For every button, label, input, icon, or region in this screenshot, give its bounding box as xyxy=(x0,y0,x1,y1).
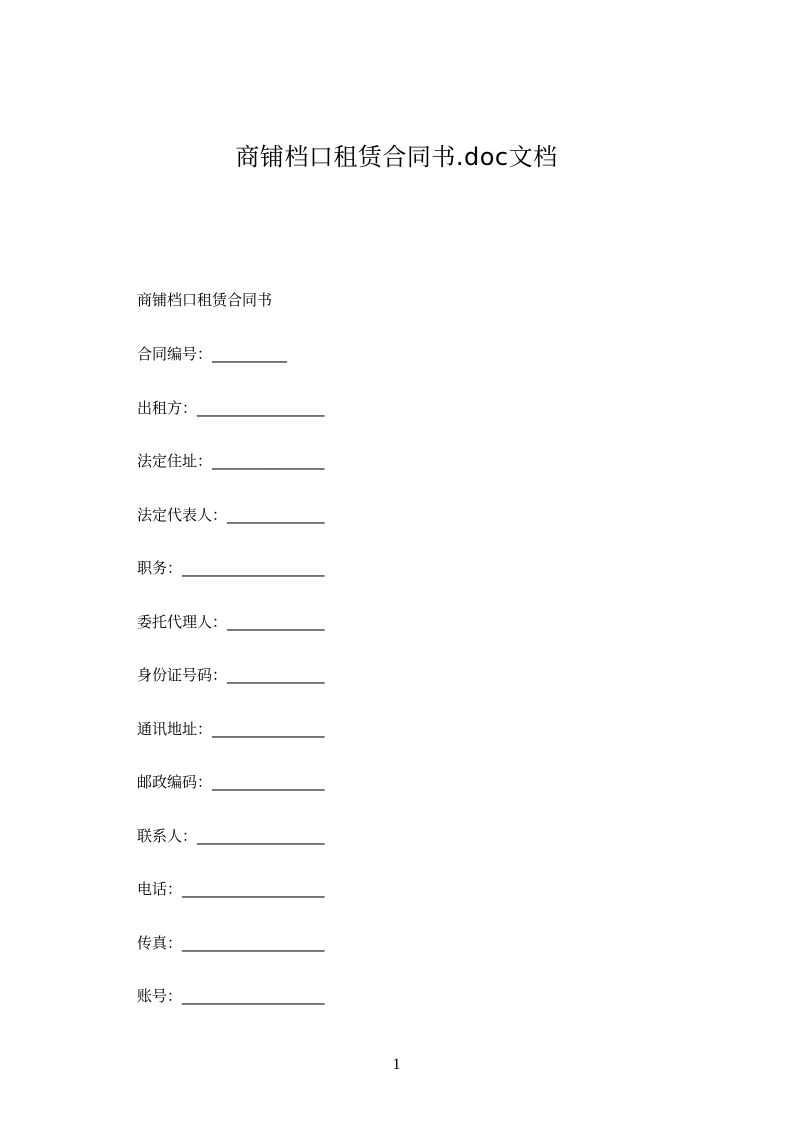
field-blank: _______________ xyxy=(212,452,325,470)
field-label: 合同编号： xyxy=(137,345,213,363)
field-authorized-agent xyxy=(137,610,437,664)
field-legal-address xyxy=(137,449,437,503)
field-label: 通讯地址： xyxy=(137,719,213,738)
field-legal-representative xyxy=(137,503,437,557)
field-blank: _______________ xyxy=(212,773,325,791)
field-blank: ___________________ xyxy=(182,559,325,577)
field-label: 法定住址： xyxy=(137,452,213,470)
contract-fields xyxy=(137,342,437,1038)
field-fax xyxy=(137,931,437,985)
field-label: 委托代理人： xyxy=(137,612,228,631)
field-blank: ___________________ xyxy=(182,987,325,1005)
field-blank: ___________________ xyxy=(182,880,325,898)
field-blank: _______________ xyxy=(212,719,325,738)
field-position xyxy=(137,556,437,610)
field-postal-code xyxy=(137,770,437,824)
field-blank: _____________ xyxy=(227,505,325,524)
field-label: 出租方： xyxy=(137,398,198,417)
field-blank: _____________ xyxy=(227,612,325,631)
field-mailing-address xyxy=(137,717,437,771)
field-contact-person xyxy=(137,824,437,878)
field-blank: ___________________ xyxy=(182,933,325,952)
field-label: 传真： xyxy=(137,933,183,952)
field-label: 联系人： xyxy=(137,826,198,845)
field-blank: _____________ xyxy=(227,666,325,684)
field-phone xyxy=(137,877,437,931)
field-contract-number xyxy=(137,342,437,396)
field-label: 法定代表人： xyxy=(137,505,228,524)
field-blank: __________ xyxy=(212,345,288,363)
field-blank: _________________ xyxy=(197,826,325,845)
field-blank: _________________ xyxy=(197,398,325,417)
field-label: 身份证号码： xyxy=(137,666,228,684)
page-title: 商铺档口租赁合同书.doc文档 xyxy=(235,143,558,171)
field-account xyxy=(137,984,437,1038)
field-lessor xyxy=(137,396,437,450)
field-label: 电话： xyxy=(137,880,183,898)
field-label: 账号： xyxy=(137,987,183,1005)
field-label: 职务： xyxy=(137,559,183,577)
page-number: 1 xyxy=(392,1056,401,1073)
field-id-number xyxy=(137,663,437,717)
document-heading: 商铺档口租赁合同书 xyxy=(137,291,273,309)
field-label: 邮政编码： xyxy=(137,773,213,791)
